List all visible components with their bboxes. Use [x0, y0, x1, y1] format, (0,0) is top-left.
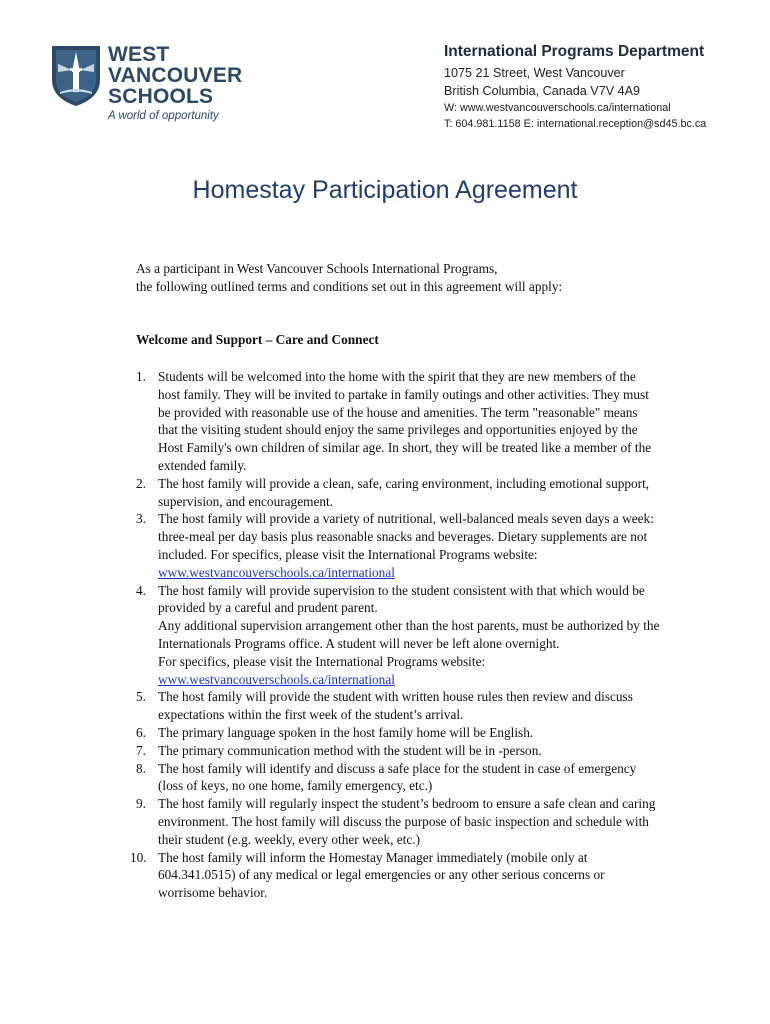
lighthouse-shield-icon: [50, 42, 102, 108]
item-number: 1.: [136, 369, 146, 384]
list-item: [136, 510, 660, 581]
page-title: Homestay Participation Agreement: [192, 176, 578, 204]
item-number: 9.: [136, 796, 146, 812]
item-number: 5.: [136, 689, 146, 705]
list-item: [136, 724, 660, 742]
item-number: 8.: [136, 760, 146, 776]
school-logo: [50, 42, 250, 126]
terms-list: [130, 368, 660, 902]
item-text: The host family will identify and discuss a safe place for the student in case of emergency (loss of keys, no one home, family emergency, etc.): [158, 760, 637, 794]
list-item: [130, 849, 660, 902]
item-text: Students will be welcomed into the home with the spirit that they are new members of the host family. They will be invited to partake in family outings and other activities. They must be provided with reasonable use of the house and amenities. The term "reasonable" means that the visiting student should enjoy the same privileges and opportunities enjoyed by the Host Family's own children of similar age. In short, they will be treated like a member of the extended family.: [158, 369, 652, 473]
list-item: [136, 795, 660, 848]
list-item: [136, 688, 660, 724]
item-text: The primary language spoken in the host family home will be English.: [158, 724, 534, 740]
item-number: 7.: [136, 742, 146, 758]
item-text: The host family will inform the Homestay Manager immediately (mobile only at 604.341.0515) of any medical or legal emergencies or any other serious concerns or worrisome behavior.: [158, 849, 605, 901]
list-item: [136, 760, 660, 796]
international-website-link[interactable]: www.westvancouverschools.ca/international: [158, 564, 395, 580]
list-item: [136, 475, 660, 511]
item-number: 10.: [130, 849, 147, 865]
item-text: The host family will provide a variety of nutritional, well-balanced meals seven days a week: three-meal per day basis plus reasonable snacks and beverages. Dietary supplements are not included. For specifics, please visit the International Programs website:: [158, 511, 654, 562]
item-text-continued: Any additional supervision arrangement other than the host parents, must be authorized by the Internationals Programs office. A student will never be left alone overnight.: [158, 618, 660, 651]
department-address-1: 1075 21 Street, West Vancouver: [444, 66, 625, 80]
list-item: [136, 368, 660, 475]
intro-line-2: the following outlined terms and conditions set out in this agreement will apply:: [136, 279, 563, 294]
department-address-2: British Columbia, Canada V7V 4A9: [444, 84, 641, 98]
intro-line-1: As a participant in West Vancouver Schools International Programs,: [136, 261, 498, 276]
logo-text-line2: VANCOUVER: [108, 64, 243, 87]
logo-text-line3: SCHOOLS: [108, 85, 214, 108]
item-text: The host family will provide supervision to the student consistent with that which would be provided by a careful and prudent parent.: [158, 582, 645, 616]
department-contact: T: 604.981.1158 E: international.reception@sd45.bc.ca: [444, 118, 707, 130]
item-text: The primary communication method with the student will be in -person.: [158, 742, 542, 758]
item-number: 2.: [136, 475, 146, 491]
department-web: W: www.westvancouverschools.ca/international: [444, 102, 671, 114]
section-heading: Welcome and Support – Care and Connect: [136, 332, 379, 347]
item-text: The host family will provide the student with written house rules then review and discuss expectations within the first week of the student’s arrival.: [158, 689, 633, 723]
department-title: International Programs Department: [444, 43, 705, 60]
logo-tagline: A world of opportunity: [108, 110, 219, 122]
item-text-specifics: For specifics, please visit the International Programs website:: [158, 653, 486, 669]
item-text: The host family will provide a clean, safe, caring environment, including emotional support, supervision, and encouragement.: [158, 475, 650, 509]
intro-paragraph: [136, 260, 676, 296]
item-number: 4.: [136, 582, 146, 598]
list-item: [136, 742, 660, 760]
item-text: The host family will regularly inspect the student’s bedroom to ensure a safe clean and caring environment. The host family will discuss the purpose of basic inspection and schedule with their student (e.g. weekly, every other week, etc.): [158, 796, 656, 847]
logo-text-line1: WEST: [108, 43, 170, 66]
item-number: 6.: [136, 724, 146, 740]
international-website-link[interactable]: www.westvancouverschools.ca/international: [158, 671, 395, 687]
department-header: [444, 42, 744, 132]
item-number: 3.: [136, 511, 146, 527]
list-item: [136, 582, 660, 689]
